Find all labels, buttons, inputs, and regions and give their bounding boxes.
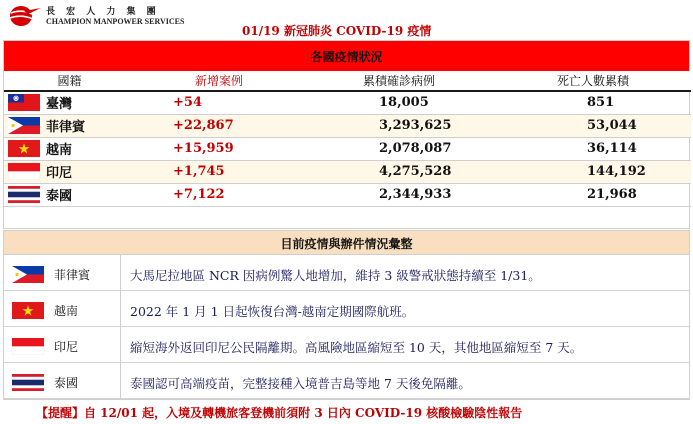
- new-cases-value: +7,122: [135, 183, 303, 206]
- deaths-value: 36,114: [495, 137, 691, 160]
- deaths-value: 144,192: [495, 160, 691, 183]
- country-name: 印尼: [46, 166, 73, 181]
- summary-row: [4, 363, 689, 399]
- cumulative-value: 2,344,933: [303, 183, 495, 206]
- summary-row: [4, 255, 689, 291]
- taiwan-flag-icon: [8, 94, 40, 111]
- deaths-value: 53,044: [495, 114, 691, 137]
- new-cases-value: +54: [135, 91, 303, 114]
- country-name: 泰國: [46, 189, 73, 204]
- page-title: 01/19 新冠肺炎 COVID-19 疫情: [242, 24, 432, 38]
- summary-row: [4, 291, 689, 327]
- cumulative-value: 2,078,087: [303, 137, 495, 160]
- brand-name-en: CHAMPION MANPOWER SERVICES: [46, 17, 185, 26]
- summary-country: [12, 372, 116, 392]
- deaths-value: 21,968: [495, 183, 691, 206]
- summary-note: 縮短海外返回印尼公民隔離期。高風險地區縮短至 10 天，其他地區縮短至 7 天。: [130, 340, 583, 355]
- summary-country-name: 泰國: [54, 376, 79, 390]
- column-divider: [120, 363, 121, 398]
- summary-note: 泰國認可高端疫苗，完整接種入境普吉島等地 7 天後免隔離。: [130, 376, 471, 391]
- cumulative-value: 4,275,528: [303, 160, 495, 183]
- summary-country: [12, 300, 116, 320]
- column-divider: [120, 255, 121, 290]
- stats-banner: 各國疫情狀況: [4, 41, 689, 71]
- new-cases-value: +1,745: [135, 160, 303, 183]
- summary-country: [12, 336, 116, 356]
- table-row: [4, 114, 691, 137]
- summary-row: [4, 327, 689, 363]
- vietnam-flag-icon: [12, 302, 44, 319]
- footer-reminder: 【提醒】自 12/01 起，入境及轉機旅客登機前須附 3 日內 COVID-19 核酸檢驗陰性報告: [36, 406, 523, 420]
- summary-note: 2022 年 1 月 1 日起恢復台灣-越南定期國際航班。: [130, 304, 415, 319]
- country-cell: [4, 183, 135, 206]
- indonesia-flag-icon: [12, 338, 44, 355]
- table-row: [4, 137, 691, 160]
- country-cell: [4, 91, 135, 114]
- vietnam-flag-icon: [8, 140, 40, 157]
- thailand-flag-icon: [8, 186, 40, 203]
- summary-country-name: 菲律賓: [54, 268, 91, 282]
- header-country: 國籍: [4, 71, 135, 91]
- country-name: 菲律賓: [46, 120, 86, 135]
- summary-note: 大馬尼拉地區 NCR 因病例驚人地增加，維持 3 級警戒狀態持續至 1/31。: [130, 268, 541, 283]
- page-header: [0, 0, 693, 40]
- header-new-cases: 新增案例: [135, 71, 303, 91]
- brand-name-cn: 長 宏 人 力 集 團: [46, 7, 160, 17]
- country-cell: [4, 114, 135, 137]
- table-row: [4, 160, 691, 183]
- column-divider: [120, 327, 121, 362]
- table-row: [4, 91, 691, 114]
- cumulative-value: 3,293,625: [303, 114, 495, 137]
- cumulative-value: 18,005: [303, 91, 495, 114]
- table-row: [4, 183, 691, 206]
- indonesia-flag-icon: [8, 163, 40, 180]
- philippines-flag-icon: [8, 117, 40, 134]
- header-deaths: 死亡人數累積: [495, 71, 691, 91]
- summary-panel: [3, 230, 690, 400]
- thailand-flag-icon: [12, 374, 44, 391]
- country-stats-panel: [3, 40, 690, 229]
- new-cases-value: +22,867: [135, 114, 303, 137]
- summary-country-name: 越南: [54, 304, 79, 318]
- country-cell: [4, 160, 135, 183]
- header-cumulative-cases: 累積確診病例: [303, 71, 495, 91]
- stats-header-row: [4, 71, 691, 91]
- summary-country: [12, 264, 116, 284]
- summary-country-name: 印尼: [54, 340, 79, 354]
- column-divider: [120, 291, 121, 326]
- deaths-value: 851: [495, 91, 691, 114]
- new-cases-value: +15,959: [135, 137, 303, 160]
- philippines-flag-icon: [12, 266, 44, 283]
- country-name: 臺灣: [46, 97, 73, 113]
- summary-banner: 目前疫情與辦件情況彙整: [4, 231, 689, 255]
- stats-table: [4, 71, 691, 207]
- country-name: 越南: [46, 143, 73, 158]
- globe-logo-icon: [8, 5, 42, 27]
- country-cell: [4, 137, 135, 160]
